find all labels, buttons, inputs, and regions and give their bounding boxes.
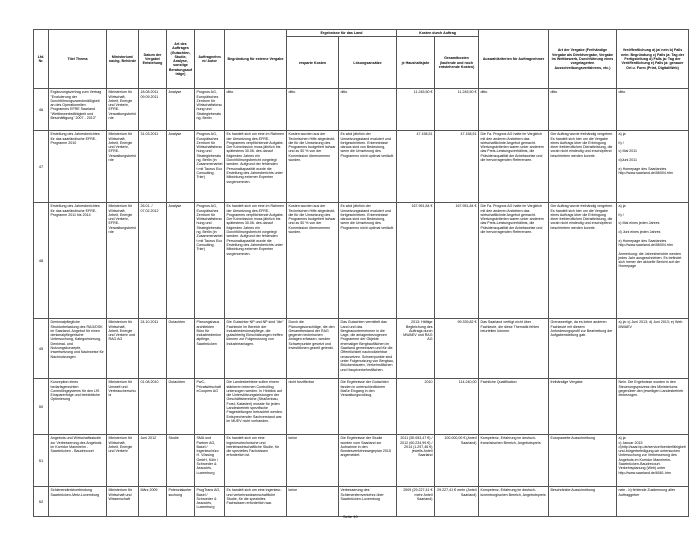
cell-datum: März 2009	[139, 487, 167, 517]
cell-vergabeart: Der Auftrag wurde freihändig vergeben. Es handelt sich hier um die Vergabe eines Auftrags über die Erbringung einer freiberuflichen Dienstleistung, die vorab nicht eindeutig und erschöpfend beschrieben werden konnte.	[549, 203, 617, 319]
cell-loesung: Es wird jährlich der Umsetzungsstand evaluiert und fortgeschrieben. Erkenntnisse daraus sind von Bedeutung, wenn die Umsetzung des Programms nicht optimal verläuft.	[339, 131, 397, 203]
header-titel: Titel Thema	[49, 30, 107, 89]
cell-haushaltsjahr: 2013: Häftige Begleichung des Auftrags durch MWAEV und RAG AG	[397, 319, 435, 379]
table-row	[34, 319, 689, 379]
cell-haushaltsjahr: 11.245,50 €	[397, 89, 435, 131]
cell-begruendung: Es handelt sich um eine im Rahmen der Umsetzung des EFRE-Programms verpflichtende Aufgabe. Der Kommission muss jährlich bis spätestens 30.06. des darauf folgenden Jahres ein Durchführungsbericht vorgelegt werden. Aufgrund der fehlenden Personalkapazität wurde die Erstellung des Jahresberichts unter Mitwirkung externer Experten vorgenommen.	[225, 203, 287, 319]
cell-titel: Erstellung des Jahresberichtes für das saarländische EFRE-Programm 2011 bis 2014	[49, 203, 107, 319]
cell-nr: 52	[34, 487, 49, 517]
cell-ersparte: nicht bezifferbar	[287, 379, 339, 435]
document-page	[5, 5, 695, 535]
header-ministerium: Ministerium/ nachg. Behörde	[107, 30, 139, 89]
cell-gesamt: 11.245,50 €	[435, 89, 479, 131]
cell-begruendung: Die Landesbetriebe sollen einem stärkeren internen Controlling unterzogen werden. In Hinblick auf die Unterstützungsleistungen der Geschäftsbereiche (Straßenbau, Forst, Katasterl) musste für jeden Landesbetrieb spezifische Fragestellungen betrachtet werden. Entsprechender Sachverstand war im MUEV nicht vorhanden.	[225, 379, 287, 435]
cell-ersparte: ditto	[287, 89, 339, 131]
cell-ersparte: Kosten wurden aus der Technischen Hilfe abgedeckt, die für die Umsetzung des Programms budgetiert ist/war und zu 50 % von der Kommission übernommen wurden.	[287, 131, 339, 203]
cell-nr: 46	[34, 89, 49, 131]
header-begruendung: Begründung für externe Vergabe	[225, 30, 287, 89]
cell-loesung: Die Ergebnisse der Studie wurden vom Saarland zur Aufnahme in den Bundesverkehrswegeplan 2015 angemeldet.	[339, 435, 397, 487]
cell-auftragnehmer: Prognos AG, Europäisches Zentrum für Wirtschaftsforschung und Strategieberatung, Berlin	[195, 89, 225, 131]
cell-gesamt: 47.158,51	[435, 131, 479, 203]
cell-auftragnehmer: Prognos AG, Europäisches Zentrum für Wirtschaftsforschung und Strategieberatung, Berlin (in Zusammenarbeit mit Taurus Eco Consulting, Trier)	[195, 203, 225, 319]
cell-vergabeart: Beschränkte Ausschreibung	[549, 487, 617, 517]
cell-begruendung: Die Gutachter NP und NP sind "die" Fachleute im Bereich der Industriedenkmalpflege, die gutachterlig Einschätzungen treffen können zur Folgenutzung von Industrieanlagen.	[225, 319, 287, 379]
cell-loesung: Das Gutachten vermittelt das Land und das Bergbauunternehmen in die Lage, die anlagenbezogenen Programme der Objekte ehemaliger Bergbauflächen im Saarland gemeinsam und für die Öffentlichkeit nachvollziehbar umzusetzen. Schwerpunkte sind unter Folgenutzung von Bergbau, Brückenbauten, Verkehrsflächen und Hauptverkehrsflächen.	[339, 319, 397, 379]
cell-gesamt: 167.951,84 €	[435, 203, 479, 319]
table-row	[34, 131, 689, 203]
cell-veroeffentlichung: ditto	[617, 89, 689, 131]
cell-haushaltsjahr: 2011 (50.053,47 €) / 2012 (60.234,99 €) / 2014 (1.297,46 €) jeweils Anteil Saarland	[397, 435, 435, 487]
header-row-1	[34, 30, 689, 37]
cell-auswahl: Kompetenz, Erfahrung im deutsch-luxemburgischen Bereich, Angebotspreis	[479, 487, 549, 517]
cell-auftragnehmer: PwC-Privatwirtschaft eCoopers AG	[195, 379, 225, 435]
cell-vergabeart: freihändige Vergabe	[549, 379, 617, 435]
cell-datum: 18.08.2011 09.09.2011	[139, 89, 167, 131]
cell-auswahl: Die Fa. Prognos AG hatte im Vergleich mit den anderen Anbietern das wirtschaftlichste Angebot gemacht. Wertungskriterien waren unter anderem das Preis-Leistungsverhältnis, die Präsidenzqualität der Arbeitsweise und die hervorragenden Referenzen.	[479, 131, 549, 203]
cell-datum: 24.10.2011	[139, 319, 167, 379]
cell-art: Gutachten	[167, 319, 195, 379]
cell-auftragnehmer: Planungshaus architekten Büro für Industriedenkmalpflege, Saarbrücken	[195, 319, 225, 379]
header-vergabeart: Art der Vergabe (Freihändige Vergabe als Direktvergabe, Vergabe im Wettbewerb, Durchführung eines vorgelagerten Ausschreibungsverfahrens, etc.)	[549, 30, 617, 89]
cell-ministerium: Ministerium für Wirtschaft, Arbeit, Energie und Verkehr, EFRE-Verwaltungsbehörde	[107, 203, 139, 319]
cell-art: Studie	[167, 435, 195, 487]
header-veroeffentlichung: Veröffentlichung a) ja/ nein b) Falls nein: Begründung c) Falls ja: Tag der Fertigstellung d) Falls ja: Tag der Veröffentlichung e) Falls ja: genauer Ort u. Form (Print, Digital/Web)	[617, 30, 689, 89]
table-row	[34, 379, 689, 435]
cell-haushaltsjahr: 47.158,51	[397, 131, 435, 203]
cell-datum: 01.08.2010	[139, 379, 167, 435]
cell-auswahl: ditto	[479, 89, 549, 131]
cell-vergabeart: Grenzwertige, da es keine anderen Fachleute mit diesem Anforderungsprofil zur Bearbeitung der Aufgabenstellung gab.	[549, 319, 617, 379]
table-row	[34, 435, 689, 487]
cell-ersparte: keine	[287, 487, 339, 517]
cell-titel: Konzeption eines bedarfsgerechten Controllingsystems für den LfS Einsparerfolge und betriebliche Optimierung	[49, 379, 107, 435]
cell-auftragnehmer: Prognos AG, Europäisches Zentrum für Wirtschaftsforschung und Strategieberatung, Berlin (in Zusammenarbeit mit Taurus Eco Consulting, Trier)	[195, 131, 225, 203]
cell-datum: Juni 2012	[139, 435, 167, 487]
cell-begruendung: Es handelt sich um eine im Rahmen der Umsetzung des EFRE-Programms verpflichtende Aufgabe. Der Kommission muss jährlich bis spätestens 30.06. des darauf folgenden Jahres ein Durchführungsbericht vorgelegt werden. Aufgrund der fehlenden Personalkapazität wurde die Erstellung des Jahresberichts unter Mitwirkung externer Experten vorgenommen.	[225, 131, 287, 203]
cell-auswahl: Das Saarland verfügt nicht über Fachleute, die diese Thematik fehlen beurteilen können.	[479, 319, 549, 379]
header-auswahl: Auswahlkriterien für Auftragnehmer	[479, 30, 549, 89]
cell-begruendung: Es handelt sich um eine ingenieur- und verkehrswissenschaftliche Studie, für die spezielles Fachwissen erforderlich war.	[225, 487, 287, 517]
cell-veroeffentlichung: Nein. Die Ergebnisse wurden in den Steuerungsprozess des Ministeriums gegenüber den jeweiligen Landesbetrieb einbezogen.	[617, 379, 689, 435]
cell-datum: 26.01. / 07.02.2012	[139, 203, 167, 319]
cell-auftragnehmer: SMA und Partner AG, Basel / Ingenieurbüro H. Vössing GmbH, Köln / Schroeder & Associés, Luxemburg	[195, 435, 225, 487]
header-gesamt: Gesamtkosten (laufende und noch entstehende Kosten)	[435, 37, 479, 89]
cell-begruendung: Es handelt sich um eine ingenieurtechnische und betriebswirtschaftliche Studie, für die spezielles Fachwissen erforderlich ist.	[225, 435, 287, 487]
table-row	[34, 89, 689, 131]
header-datum: Datum der Vergabe/ Entstehung	[139, 30, 167, 89]
cell-nr: 47	[34, 131, 49, 203]
cell-nr: 51	[34, 435, 49, 487]
cell-titel: Denkmalpflegliche Strukturbelastung des RAG/DSK im Saarland. Angebot für einen denkmalpflegerische Untersuchung, Kategorisierung, Denkmal- und Nutzungskonzepte, Inwertsetzung und Nachweise für Nachnutzungen	[49, 319, 107, 379]
cell-veroeffentlichung: a) ja b) / c) Mai 2011 d)Juni 2011 e) Homepage des Saarlandes http://www.saarland.de/56004.htm	[617, 131, 689, 203]
cell-vergabeart: Der Auftrag wurde freihändig vergeben. Es handelt sich hier um die Vergabe eines Auftrags über die Erbringung einer freiberuflichen Dienstleistung, die vorab nicht eindeutig und erschöpfend beschrieben werden konnte.	[549, 131, 617, 203]
cell-art: Gutachten	[167, 379, 195, 435]
cell-ministerium: Ministerium für Wirtschaft, Arbeit, Energie und Verkehr	[107, 435, 139, 487]
header-loesung: Lösungsansätze	[339, 37, 397, 89]
cell-ersparte: keine	[287, 435, 339, 487]
table-row	[34, 203, 689, 319]
cell-vergabeart: ditto	[549, 89, 617, 131]
cell-titel: Schienendirektverbindung Saarbrücken-Metz-Luxemburg	[49, 487, 107, 517]
cell-ministerium: Ministerium für Wirtschaft, Arbeit, Energie und Verkehr und RAG AG	[107, 319, 139, 379]
table-body	[34, 89, 689, 517]
cell-vergabeart: Europaweite Ausschreibung	[549, 435, 617, 487]
cell-auswahl: Die Fa. Prognos AG hatte im Vergleich mit den anderen Anbietern das wirtschaftlichste Angebot gemacht. Wertungskriterien waren unter anderem das Preis-Leistungsverhältnis, die Präsidenzqualität der Arbeitsweise und die hervorragenden Referenzen.	[479, 203, 549, 319]
cell-titel: Angebots und Wirtschaftsstudie zur Verbesserung des Angebots im Korridor Mannheim - Saarbrücken - Baudrecourt	[49, 435, 107, 487]
table-row	[34, 487, 689, 517]
contracts-table	[33, 29, 689, 517]
header-lfd: Lfd. Nr.	[34, 30, 49, 89]
cell-nr: 50	[34, 379, 49, 435]
cell-art: Analyse	[167, 203, 195, 319]
cell-haushaltsjahr: 2010	[397, 379, 435, 435]
cell-loesung: Die Ergebnisse der Gutachten fanden in unterschiedlichem Maße Eingang in den Verwaltungsvollzug.	[339, 379, 397, 435]
cell-auswahl: Fachliche Qualifikation	[479, 379, 549, 435]
cell-art: Analyse	[167, 131, 195, 203]
cell-begruendung: ditto	[225, 89, 287, 131]
header-art: Art des Auftrages (Gutachten, Studie, Analyse, sonstige Beratungsaufträge)	[167, 30, 195, 89]
header-auftragnehmer: Auftragnehm er/ Autor	[195, 30, 225, 89]
cell-veroeffentlichung: a) ja; c) Juni 2013; d) Juni 2013; e) Web MWAEV	[617, 319, 689, 379]
cell-ersparte: Kosten wurden aus der Technischen Hilfe abgedeckt, die für die Umsetzung des Programms budgetiert ist/war und zu 50 % von der Kommission übernommen wurden.	[287, 203, 339, 319]
header-haushaltsjahr: je Haushaltsjahr	[397, 37, 435, 89]
cell-veroeffentlichung: nein - b) fehlende Zustimmung aller Auftraggeber	[617, 487, 689, 517]
cell-gesamt: 100.000,00 € (Anteil Saarland)	[435, 435, 479, 487]
page-number: Seite 10	[343, 514, 358, 519]
cell-loesung: Verbesserung des Schienenfernverkehrs über Saarbrücken-Luxemburg	[339, 487, 397, 517]
cell-datum: 31.03.2011	[139, 131, 167, 203]
cell-nr: 49	[34, 319, 49, 379]
header-kosten-group: Kosten durch Auftrag	[397, 30, 479, 37]
header-ergebnisse-group: Ergebnisse für das Land	[287, 30, 397, 37]
cell-veroeffentlichung: a) ja b) / c) Mai eines jeden Jahres d) Juni eines jeden Jahres e) Homepage des Saarlandes http://www.saarland.de/56004.htm Anmerkung: die Jahresberichte werden jedes Jahr ausgeschrieben. Es befindet sich immer der aktuelle Bericht auf der Homepage	[617, 203, 689, 319]
cell-ersparte: Durch die Planungsvorschläge, die den Gesamtbestand der RAG gegenen technischen Anlagen erfassen, werden Schwerpunkte gesetzt und Investitionen gezielt gelenkt.	[287, 319, 339, 379]
cell-loesung: ditto	[339, 89, 397, 131]
cell-ministerium: Ministerium für Umwelt und Verbraucherschutz	[107, 379, 139, 435]
cell-auswahl: Kompetenz, Erfahrung im deutsch-französischen Bereich, Angebotspreis	[479, 435, 549, 487]
cell-titel: Erstellung des Jahresberichtes für das saarländische EFRE-Programm 2010	[49, 131, 107, 203]
cell-haushaltsjahr: 167.951,84 €	[397, 203, 435, 319]
cell-veroeffentlichung: a) ja c) Januar 2015 d)http://saar.bp.de/service/foerderfähigkeit und-bürgerbeteiligung-wir untersuchen Untersuchung zur Verbesserung des Angebots im Korridor Mannheim-Saarbrücken-Baudrecourt. Verkehrsplanung (Web) unter http://www.saarland.de/6061.htm	[617, 435, 689, 487]
cell-ministerium: Ministerium für Wirtschaft und Wissenschaft	[107, 487, 139, 517]
cell-ministerium: Ministerium für Wirtschaft, Arbeit, Energie und Verkehr, EFRE-Verwaltungsbehörde	[107, 89, 139, 131]
header-ersparte: ersparte Kosten	[287, 37, 339, 89]
cell-gesamt: 29.227,41 € mehr (Anteil Saarland)	[435, 487, 479, 517]
cell-art: Analyse	[167, 89, 195, 131]
cell-gesamt: 114.240,00	[435, 379, 479, 435]
cell-ministerium: Ministerium für Wirtschaft, Arbeit, Energie und Verkehr, EFRE-Verwaltungsbehörde	[107, 131, 139, 203]
cell-auftragnehmer: ProgTrans AG, Basel / Schroeder & Associés, Luxemburg	[195, 487, 225, 517]
cell-titel: Ergänzungsvertrag zum Vertrag "Evaluierung der Durchführungszweckmäßigkeit an des Operationellen Programms EFRE Saarland "Wettbewerbsfähigkeit und Beschäftigung" 2007 - 2013"	[49, 89, 107, 131]
cell-nr: 48	[34, 203, 49, 319]
cell-haushaltsjahr: 2009 (29.227,41 € mehr Anteil Saarland)	[397, 487, 435, 517]
cell-gesamt: 99.339,82 €	[435, 319, 479, 379]
cell-loesung: Es wird jährlich der Umsetzungsstand evaluiert und fortgeschrieben. Erkenntnisse daraus sind von Bedeutung, wenn die Umsetzung des Programms nicht optimal verläuft.	[339, 203, 397, 319]
cell-art: Potenzialuntersuchung	[167, 487, 195, 517]
